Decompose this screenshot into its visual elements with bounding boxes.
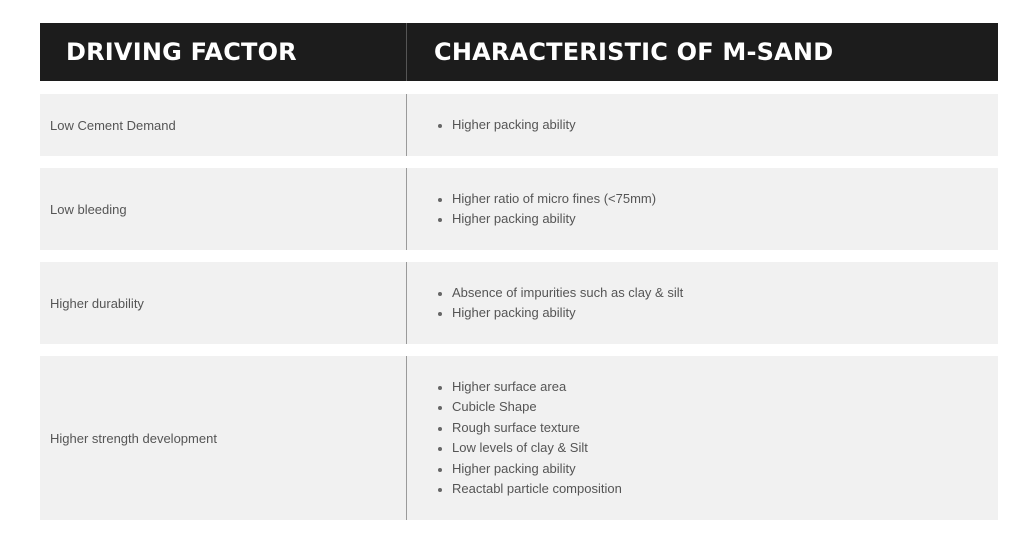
characteristic-cell [407, 94, 998, 156]
driving-factor-cell: Higher durability [40, 262, 407, 344]
list-item: Rough surface texture [438, 418, 622, 439]
table-row [40, 262, 998, 344]
characteristic-list [438, 377, 622, 500]
table-row [40, 356, 998, 520]
characteristic-list [438, 189, 656, 230]
characteristic-list [438, 115, 576, 136]
list-item: Higher packing ability [438, 115, 576, 136]
characteristic-cell [407, 168, 998, 250]
list-item: Reactabl particle composition [438, 479, 622, 500]
characteristic-cell [407, 262, 998, 344]
list-item: Higher packing ability [438, 459, 622, 480]
driving-factor-cell: Low Cement Demand [40, 94, 407, 156]
list-item: Absence of impurities such as clay & silt [438, 283, 683, 304]
table-row [40, 94, 998, 156]
list-item: Higher surface area [438, 377, 622, 398]
list-item: Higher packing ability [438, 303, 683, 324]
msand-table [40, 23, 998, 520]
characteristic-cell [407, 356, 998, 520]
list-item: Higher ratio of micro fines (<75mm) [438, 189, 656, 210]
characteristic-list [438, 283, 683, 324]
driving-factor-cell: Higher strength development [40, 356, 407, 520]
table-row [40, 168, 998, 250]
list-item: Cubicle Shape [438, 397, 622, 418]
header-driving-factor: DRIVING FACTOR [40, 23, 407, 81]
header-characteristic: CHARACTERISTIC OF M-SAND [434, 38, 834, 66]
table-header [40, 23, 998, 81]
driving-factor-cell: Low bleeding [40, 168, 407, 250]
list-item: Low levels of clay & Silt [438, 438, 622, 459]
list-item: Higher packing ability [438, 209, 656, 230]
